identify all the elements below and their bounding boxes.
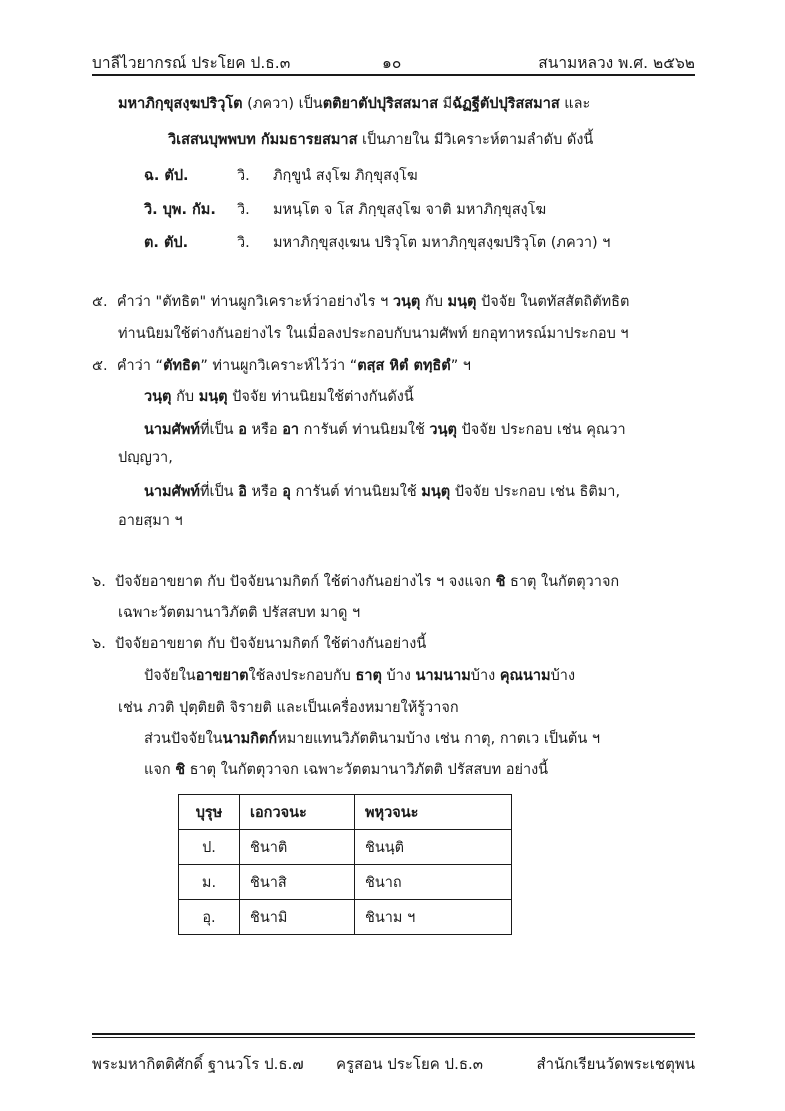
table-cell: ชินาสิ xyxy=(240,865,355,900)
footer-rule xyxy=(92,1033,695,1035)
table-row xyxy=(179,830,512,865)
answer-5-line-4: ปญฺญวา, xyxy=(118,450,173,466)
table-header: บุรุษ xyxy=(179,795,240,830)
analysis-marker: วิ. xyxy=(237,235,250,251)
answer-5-line-6: อายสฺมา ฯ xyxy=(118,513,183,529)
table-cell: ชินาถ xyxy=(355,865,512,900)
conjugation-table xyxy=(178,794,512,935)
table-row xyxy=(179,865,512,900)
page-number: ๑๐ xyxy=(382,54,402,72)
answer-6-line-1: ๖. ปัจจัยอาขยาต กับ ปัจจัยนามกิตก์ ใช้ต่างกันอย่างนี้ xyxy=(92,636,427,652)
table-cell: ชินนฺติ xyxy=(355,830,512,865)
table-cell: ชินาติ xyxy=(240,830,355,865)
table-cell: ม. xyxy=(179,865,240,900)
answer-6-line-4: ส่วนปัจจัยในนามกิตก์หมายแทนวิภัตตินามบ้าง เช่น กาตุ, กาตเว เป็นต้น ฯ xyxy=(144,731,601,747)
footer-right: สำนักเรียนวัดพระเชตุพน xyxy=(536,1055,695,1073)
header-right: สนามหลวง พ.ศ. ๒๕๖๒ xyxy=(538,54,695,72)
analysis-row: วิ. บุพ. กัม. xyxy=(144,202,216,218)
intro-line-2: วิเสสนบุพพบท กัมมธารยสมาส เป็นภายใน มีวิเคราะห์ตามลำดับ ดังนี้ xyxy=(168,132,594,148)
analysis-text: ภิกฺขูนํ สงฺโฆ ภิกฺขุสงฺโฆ xyxy=(273,168,418,184)
analysis-row: ต. ตัป. xyxy=(144,235,189,251)
analysis-row: ฉ. ตัป. xyxy=(144,168,189,184)
header-rule xyxy=(92,74,695,76)
analysis-marker: วิ. xyxy=(237,202,250,218)
table-cell: ชินาม ฯ xyxy=(355,900,512,935)
analysis-marker: วิ. xyxy=(237,168,250,184)
footer-rule-thin xyxy=(92,1037,695,1038)
analysis-text: มหนฺโต จ โส ภิกฺขุสงฺโฆ จาติ มหาภิกฺขุสงฺโฆ xyxy=(273,202,547,218)
table-header: พหุวจนะ xyxy=(355,795,512,830)
table-cell: อุ. xyxy=(179,900,240,935)
table-cell: ป. xyxy=(179,830,240,865)
answer-5-line-1: ๕. คำว่า “ตัทธิต” ท่านผูกวิเคราะห์ไว้ว่า “ตสฺส หิตํ ตทฺธิตํ” ฯ xyxy=(92,358,471,374)
answer-5-line-3: นามศัพท์ที่เป็น อ หรือ อา การันต์ ท่านนิยมใช้ วนฺตุ ปัจจัย ประกอบ เช่น คุณวา xyxy=(144,422,626,438)
answer-6-line-3: เช่น ภวติ ปุตฺติยติ จิรายติ และเป็นเครื่องหมายให้รู้วาจก xyxy=(118,700,459,716)
question-6-line-2: เฉพาะวัตตมานาวิภัตติ ปรัสสบท มาดู ฯ xyxy=(118,605,361,621)
answer-5-line-5: นามศัพท์ที่เป็น อิ หรือ อุ การันต์ ท่านนิยมใช้ มนฺตุ ปัจจัย ประกอบ เช่น ธิติมา, xyxy=(144,484,621,500)
question-6-line-1: ๖. ปัจจัยอาขยาต กับ ปัจจัยนามกิตก์ ใช้ต่างกันอย่างไร ฯ จงแจก ชิ ธาตุ ในกัตตุวาจก xyxy=(92,574,620,590)
answer-5-line-2: วนฺตุ กับ มนฺตุ ปัจจัย ท่านนิยมใช้ต่างกันดังนี้ xyxy=(144,389,414,405)
header-left: บาลีไวยากรณ์ ประโยค ป.ธ.๓ xyxy=(92,54,291,72)
table-row xyxy=(179,900,512,935)
question-5-line-1: ๕. คำว่า "ตัทธิต" ท่านผูกวิเคราะห์ว่าอย่างไร ฯ วนฺตุ กับ มนฺตุ ปัจจัย ในตทัสสัตถิตัทธิต xyxy=(92,294,630,310)
table-header-row xyxy=(179,795,512,830)
question-5-line-2: ท่านนิยมใช้ต่างกันอย่างไร ในเมื่อลงประกอบกับนามศัพท์ ยกอุทาหรณ์มาประกอบ ฯ xyxy=(118,326,629,342)
footer-left: พระมหากิตติศักดิ์ ฐานวโร ป.ธ.๗ xyxy=(92,1055,304,1073)
analysis-text: มหาภิกฺขุสงฺเฆน ปริวุโต มหาภิกฺขุสงฺฆปริวุโต (ภควา) ฯ xyxy=(273,235,611,251)
table-cell: ชินามิ xyxy=(240,900,355,935)
table-header: เอกวจนะ xyxy=(240,795,355,830)
footer-middle: ครูสอน ประโยค ป.ธ.๓ xyxy=(336,1055,484,1073)
intro-line-1: มหาภิกฺขุสงฺฆปริวุโต (ภควา) เป็นตติยาตัปปุริสสมาส มีฉัฏฐีตัปปุริสสมาส และ xyxy=(118,96,591,112)
answer-6-line-2: ปัจจัยในอาขยาตใช้ลงประกอบกับ ธาตุ บ้าง นามนามบ้าง คุณนามบ้าง xyxy=(144,668,576,684)
answer-6-line-5: แจก ชิ ธาตุ ในกัตตุวาจก เฉพาะวัตตมานาวิภัตติ ปรัสสบท อย่างนี้ xyxy=(144,762,549,778)
